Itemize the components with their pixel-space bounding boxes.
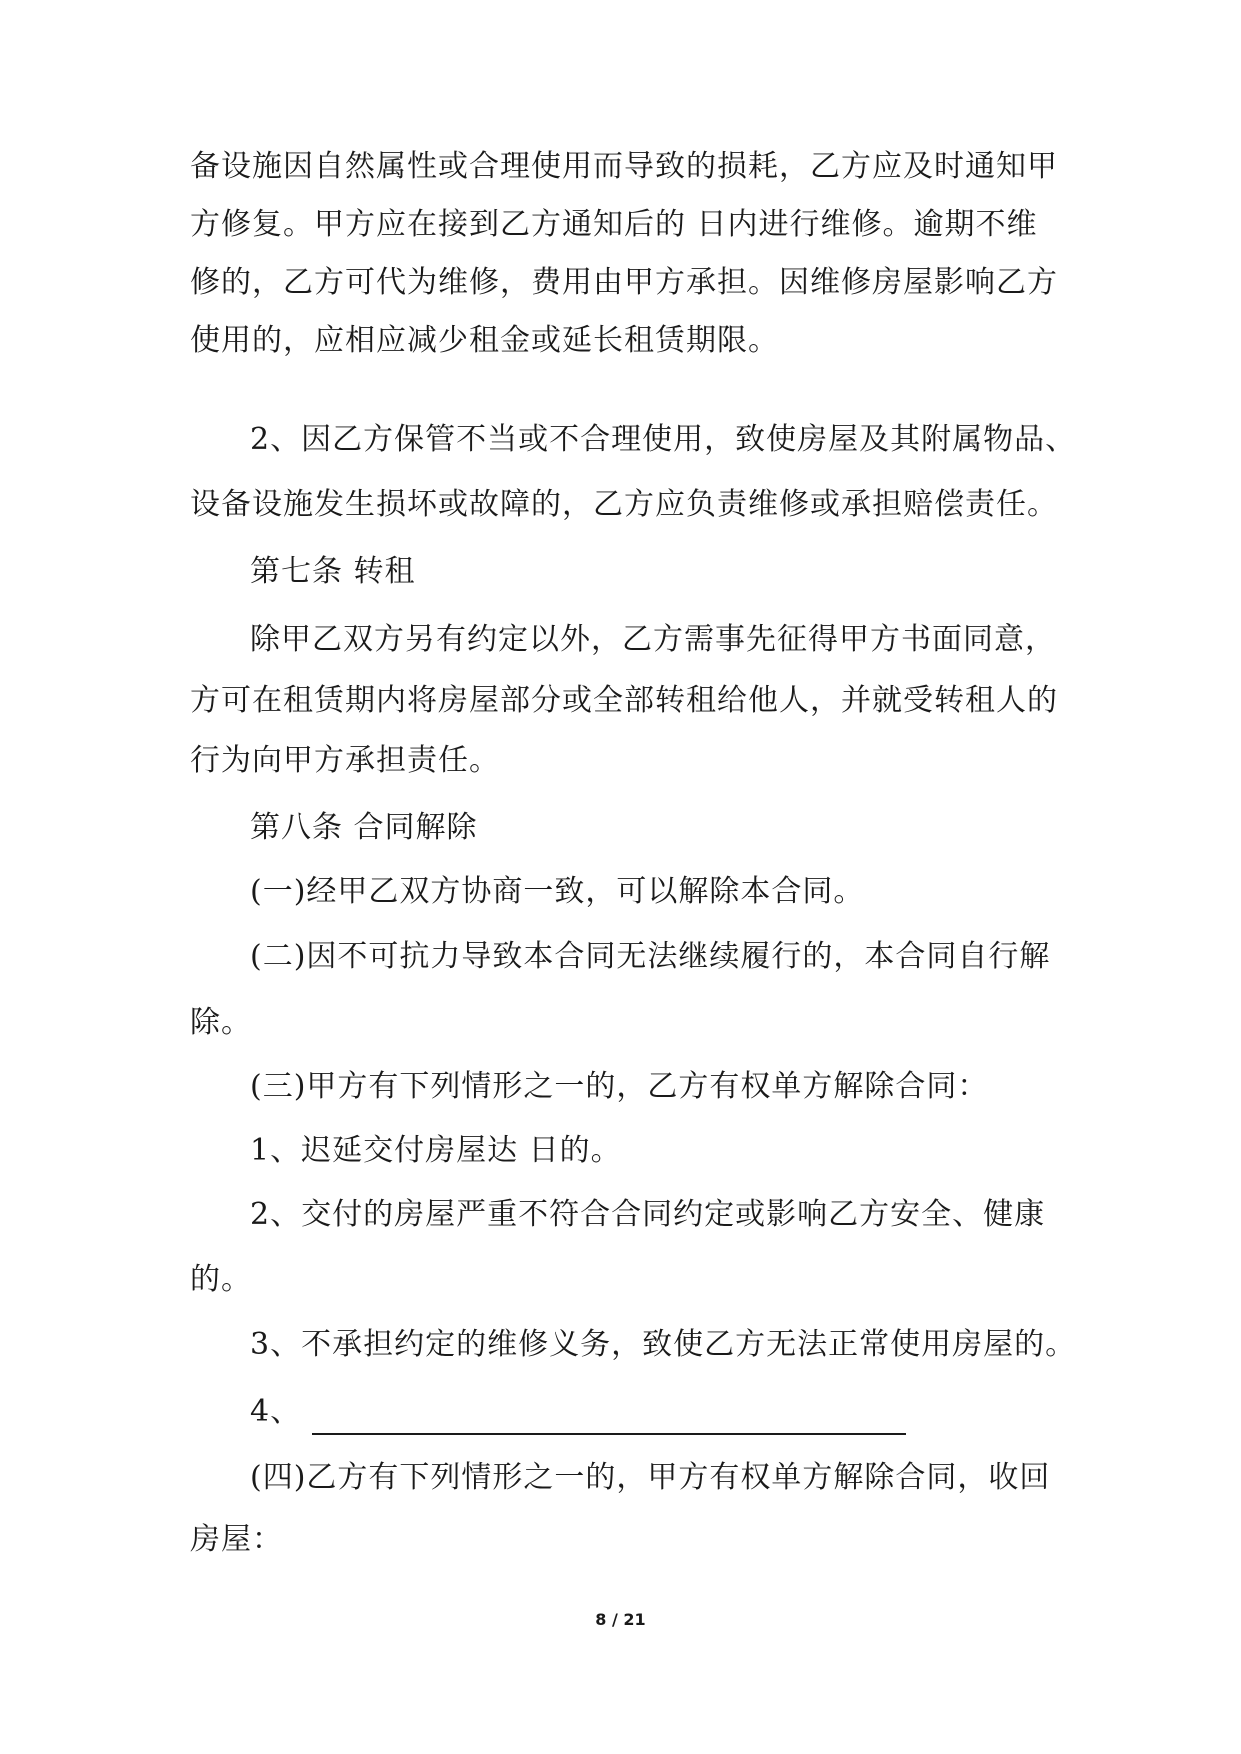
fill-in-blank-line bbox=[312, 1433, 906, 1435]
text-line: 2、交付的房屋严重不符合合同约定或影响乙方安全、健康 bbox=[250, 1197, 1046, 1232]
text-line: (三)甲方有下列情形之一的，乙方有权单方解除合同： bbox=[250, 1069, 989, 1104]
text-line: 除。 bbox=[190, 1005, 252, 1040]
text-line: 房屋： bbox=[190, 1522, 283, 1557]
text-line: (四)乙方有下列情形之一的，甲方有权单方解除合同，收回 bbox=[250, 1460, 1051, 1495]
text-line: 修的，乙方可代为维修，费用由甲方承担。因维修房屋影响乙方 bbox=[190, 265, 1058, 300]
text-line: 备设施因自然属性或合理使用而导致的损耗，乙方应及时通知甲 bbox=[190, 149, 1058, 184]
text-line: 设备设施发生损坏或故障的，乙方应负责维修或承担赔偿责任。 bbox=[190, 487, 1058, 522]
text-line: 3、不承担约定的维修义务，致使乙方无法正常使用房屋的。 bbox=[250, 1327, 1077, 1362]
section-heading: 第七条 转租 bbox=[250, 554, 416, 589]
text-line: (二)因不可抗力导致本合同无法继续履行的，本合同自行解 bbox=[250, 939, 1051, 974]
text-line: 方修复。甲方应在接到乙方通知后的 日内进行维修。逾期不维 bbox=[190, 207, 1038, 242]
page-number: 8 / 21 bbox=[595, 1610, 646, 1629]
text-line: 使用的，应相应减少租金或延长租赁期限。 bbox=[190, 323, 779, 358]
text-line: 2、因乙方保管不当或不合理使用，致使房屋及其附属物品、 bbox=[250, 422, 1077, 457]
text-line: 行为向甲方承担责任。 bbox=[190, 743, 500, 778]
text-line: 方可在租赁期内将房屋部分或全部转租给他人，并就受转租人的 bbox=[190, 683, 1058, 718]
text-line: 1、迟延交付房屋达 日的。 bbox=[250, 1133, 622, 1168]
text-line: 的。 bbox=[190, 1262, 252, 1297]
text-line: (一)经甲乙双方协商一致，可以解除本合同。 bbox=[250, 874, 865, 909]
text-line: 除甲乙双方另有约定以外，乙方需事先征得甲方书面同意， bbox=[250, 622, 1056, 657]
text-line: 4、 bbox=[250, 1394, 302, 1429]
section-heading: 第八条 合同解除 bbox=[250, 810, 478, 845]
